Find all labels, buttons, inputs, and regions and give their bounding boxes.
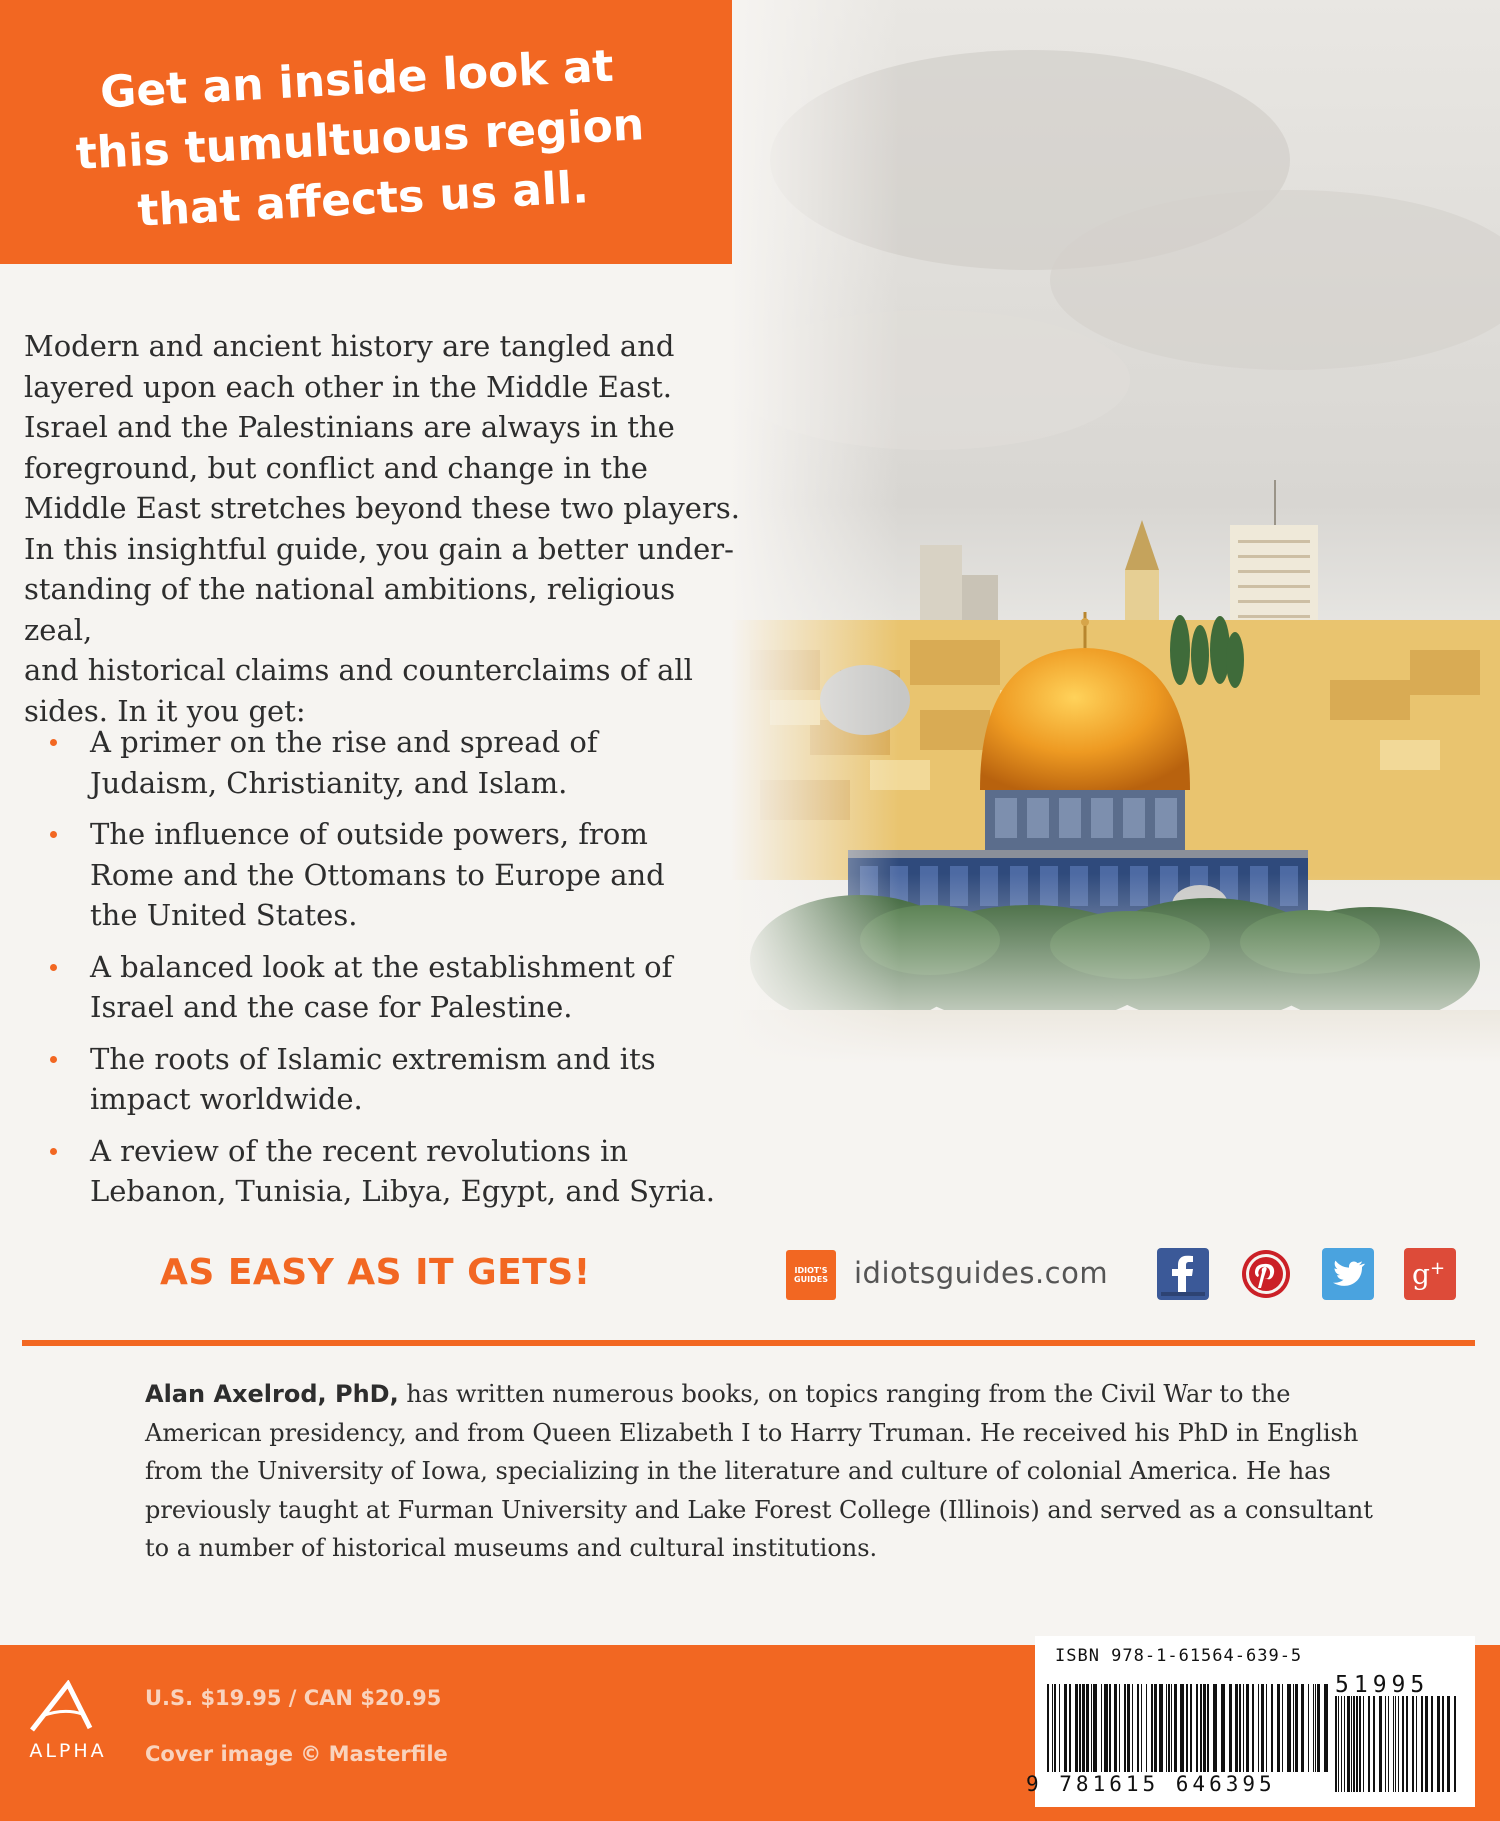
- barcode-bar: [1166, 1684, 1167, 1772]
- barcode-bar: [1258, 1684, 1259, 1772]
- idiots-guides-logo[interactable]: [786, 1250, 836, 1300]
- bullet-dot-icon: [50, 1056, 57, 1063]
- barcode-bar: [1295, 1684, 1298, 1772]
- bio-line: American presidency, and from Queen Elizabeth I to Harry Truman. He received his PhD in English: [145, 1418, 1359, 1447]
- author-name: Alan Axelrod, PhD,: [145, 1380, 399, 1408]
- barcode-digits: 9 781615 646395: [1026, 1772, 1276, 1796]
- barcode-bar: [1266, 1684, 1267, 1772]
- barcode-bar: [1317, 1684, 1320, 1772]
- barcode-bar: [1124, 1684, 1126, 1772]
- idiots-guides-logo-text: IDIOT'S GUIDES: [794, 1266, 828, 1284]
- list-item: [44, 814, 724, 936]
- barcode-bar: [1086, 1684, 1089, 1772]
- list-item: [44, 722, 724, 803]
- barcode-bar: [1200, 1684, 1202, 1772]
- svg-text:g: g: [1412, 1258, 1430, 1291]
- jerusalem-skyline-illustration: [730, 0, 1500, 1120]
- bio-line: previously taught at Furman University and Lake Forest College (Illinois) and served as a consultant: [145, 1495, 1373, 1524]
- barcode-bar: [1141, 1684, 1142, 1772]
- cover-credit: Cover image © Masterfile: [145, 1742, 448, 1766]
- barcode-bar: [1398, 1696, 1399, 1792]
- barcode-bar: [1132, 1684, 1133, 1772]
- barcode-bar: [1385, 1696, 1386, 1792]
- section-divider: [22, 1340, 1475, 1346]
- website-link[interactable]: idiotsguides.com: [854, 1256, 1109, 1290]
- barcode-bar: [1344, 1696, 1345, 1792]
- barcode-bar: [1104, 1684, 1108, 1772]
- bullet-dot-icon: [50, 1148, 57, 1155]
- barcode-bar: [1221, 1684, 1225, 1772]
- barcode-bar: [1402, 1696, 1404, 1792]
- barcode-bar: [1137, 1684, 1139, 1772]
- barcode-bar: [1356, 1696, 1358, 1792]
- barcode-bar: [1447, 1696, 1450, 1792]
- barcode-bar: [1069, 1684, 1071, 1772]
- barcode-bar: [1271, 1684, 1273, 1772]
- publisher-name: ALPHA: [29, 1740, 107, 1762]
- barcode-bar: [1293, 1684, 1294, 1772]
- barcode-bar: [1154, 1684, 1157, 1772]
- list-item-line: Israel and the case for Palestine.: [90, 990, 573, 1024]
- barcode-bar: [1168, 1684, 1170, 1772]
- description-line: Israel and the Palestinians are always in the: [24, 410, 675, 444]
- bio-line: to a number of historical museums and cultural institutions.: [145, 1534, 878, 1562]
- list-item-line: Rome and the Ottomans to Europe and: [90, 857, 665, 892]
- barcode-bar: [1353, 1696, 1355, 1792]
- alpha-logo-icon: [20, 1680, 120, 1780]
- list-item-line: A primer on the rise and spread of: [90, 725, 598, 759]
- barcode-bar: [1127, 1684, 1130, 1772]
- barcode-bar: [1093, 1684, 1097, 1772]
- barcode-bar: [1235, 1684, 1238, 1772]
- barcode-bar: [1335, 1696, 1337, 1792]
- list-item: [44, 1039, 724, 1120]
- google-plus-icon[interactable]: [1404, 1248, 1456, 1300]
- barcode-bar: [1075, 1684, 1078, 1772]
- barcode-bar: [1146, 1684, 1147, 1772]
- barcode-bar: [1416, 1696, 1417, 1792]
- headline-line: Get an inside look at: [98, 40, 615, 119]
- barcode-bar: [1079, 1684, 1081, 1772]
- barcode-bar: [1287, 1684, 1291, 1772]
- cover-photo: [730, 0, 1500, 1120]
- barcode-bar: [1091, 1684, 1092, 1772]
- list-item-line: The roots of Islamic extremism and its: [90, 1041, 656, 1076]
- barcode-bar: [1101, 1684, 1102, 1772]
- barcode-bar: [1082, 1684, 1085, 1772]
- description-line: sides. In it you get:: [24, 693, 306, 728]
- barcode-bar: [1395, 1696, 1396, 1792]
- headline-line: that affects us all.: [136, 162, 590, 237]
- list-item: [44, 947, 724, 1028]
- barcode-bar: [1282, 1684, 1283, 1772]
- author-bio: [145, 1375, 1395, 1568]
- description-line: layered upon each other in the Middle East.: [24, 369, 672, 404]
- barcode-bar: [1437, 1696, 1440, 1792]
- list-item-line: A balanced look at the establishment of: [90, 949, 673, 984]
- barcode-bar: [1412, 1696, 1414, 1792]
- list-item-line: the United States.: [90, 898, 358, 932]
- barcode-bar: [1388, 1696, 1389, 1792]
- headline: [56, 34, 665, 245]
- barcode-bar: [1252, 1684, 1254, 1772]
- barcode-bar: [1315, 1684, 1316, 1772]
- barcode-bar: [1261, 1684, 1264, 1772]
- barcode-bar: [1213, 1684, 1217, 1772]
- barcode-bar: [1301, 1684, 1304, 1772]
- barcode-bar: [1243, 1684, 1244, 1772]
- barcode-bar: [1393, 1696, 1394, 1792]
- facebook-icon[interactable]: [1157, 1248, 1209, 1300]
- list-item-line: Lebanon, Tunisia, Libya, Egypt, and Syria.: [90, 1174, 716, 1208]
- barcode-bar: [1059, 1684, 1060, 1772]
- headline-line: this tumultuous region: [74, 99, 646, 180]
- barcode-bar: [1054, 1684, 1056, 1772]
- bio-line: from the University of Iowa, specializing in the literature and culture of colonial America. He has: [145, 1457, 1331, 1485]
- barcode-bar: [1207, 1684, 1209, 1772]
- barcode-bar: [1229, 1684, 1232, 1772]
- barcode-bar: [1186, 1684, 1188, 1772]
- barcode-bar: [1119, 1684, 1120, 1772]
- svg-text:+: +: [1430, 1258, 1446, 1279]
- barcode-bar: [1196, 1684, 1198, 1772]
- barcode-bar: [1047, 1684, 1049, 1772]
- barcode-bar: [1338, 1696, 1339, 1792]
- barcode-bar: [1203, 1684, 1206, 1772]
- barcode-bar: [1174, 1684, 1177, 1772]
- bullet-dot-icon: [50, 964, 57, 971]
- barcode-bar: [1190, 1684, 1192, 1772]
- description-line: foreground, but conflict and change in the: [24, 450, 648, 485]
- bio-line: has written numerous books, on topics ranging from the Civil War to the: [406, 1380, 1291, 1408]
- barcode-bar: [1442, 1696, 1444, 1792]
- headline-box: [0, 0, 732, 264]
- list-item: [44, 1131, 724, 1212]
- barcode-bar: [1454, 1696, 1456, 1792]
- barcode-bar: [1114, 1684, 1117, 1772]
- barcode-bar: [1239, 1684, 1241, 1772]
- barcode-price-code: 51995: [1335, 1672, 1430, 1698]
- list-item-line: The influence of outside powers, from: [90, 817, 648, 851]
- barcode-bar: [1180, 1684, 1184, 1772]
- price-label: U.S. $19.95 / CAN $20.95: [145, 1686, 442, 1710]
- barcode-bar: [1064, 1684, 1067, 1772]
- list-item-line: Judaism, Christianity, and Islam.: [90, 765, 568, 800]
- barcode-bar: [1277, 1684, 1280, 1772]
- tagline: AS EASY AS IT GETS!: [160, 1252, 591, 1293]
- pinterest-icon[interactable]: [1240, 1248, 1292, 1300]
- barcode-bar: [1171, 1684, 1172, 1772]
- barcode-bar: [1351, 1696, 1352, 1792]
- barcode-bar: [1324, 1684, 1328, 1772]
- barcode-bar: [1431, 1696, 1433, 1792]
- description-line: Middle East stretches beyond these two players.: [24, 491, 740, 525]
- barcode-bar: [1373, 1696, 1375, 1792]
- barcode-bar: [1359, 1696, 1361, 1792]
- isbn-label: ISBN 978-1-61564-639-5: [1055, 1646, 1303, 1666]
- barcode-bar: [1341, 1696, 1342, 1792]
- description-line: In this insightful guide, you gain a better under-: [24, 531, 734, 566]
- feature-list: [44, 722, 724, 1223]
- barcode-bar: [1159, 1684, 1163, 1772]
- description-line: Modern and ancient history are tangled and: [24, 329, 675, 363]
- list-item-line: A review of the recent revolutions in: [90, 1133, 629, 1168]
- twitter-icon[interactable]: [1322, 1248, 1374, 1300]
- barcode-bar: [1308, 1684, 1309, 1772]
- barcode-bar: [1379, 1696, 1382, 1792]
- barcode-bar: [1421, 1696, 1423, 1792]
- description-line: and historical claims and counterclaims of all: [24, 653, 693, 687]
- barcode-bar: [1425, 1696, 1428, 1792]
- barcode-bar: [1246, 1684, 1249, 1772]
- description-line: standing of the national ambitions, religious zeal,: [24, 572, 676, 647]
- barcode-bar: [1406, 1696, 1408, 1792]
- barcode-bar: [1052, 1684, 1053, 1772]
- barcode-bar: [1313, 1684, 1314, 1772]
- barcode-bar: [1363, 1696, 1364, 1792]
- barcode-bar: [1368, 1696, 1370, 1792]
- barcode-bar: [1109, 1684, 1111, 1772]
- barcode-bar: [1347, 1696, 1350, 1792]
- list-item-line: impact worldwide.: [90, 1082, 363, 1116]
- barcode-bar: [1151, 1684, 1153, 1772]
- bullet-dot-icon: [50, 831, 57, 838]
- description-paragraph: [24, 326, 744, 731]
- bullet-dot-icon: [50, 739, 57, 746]
